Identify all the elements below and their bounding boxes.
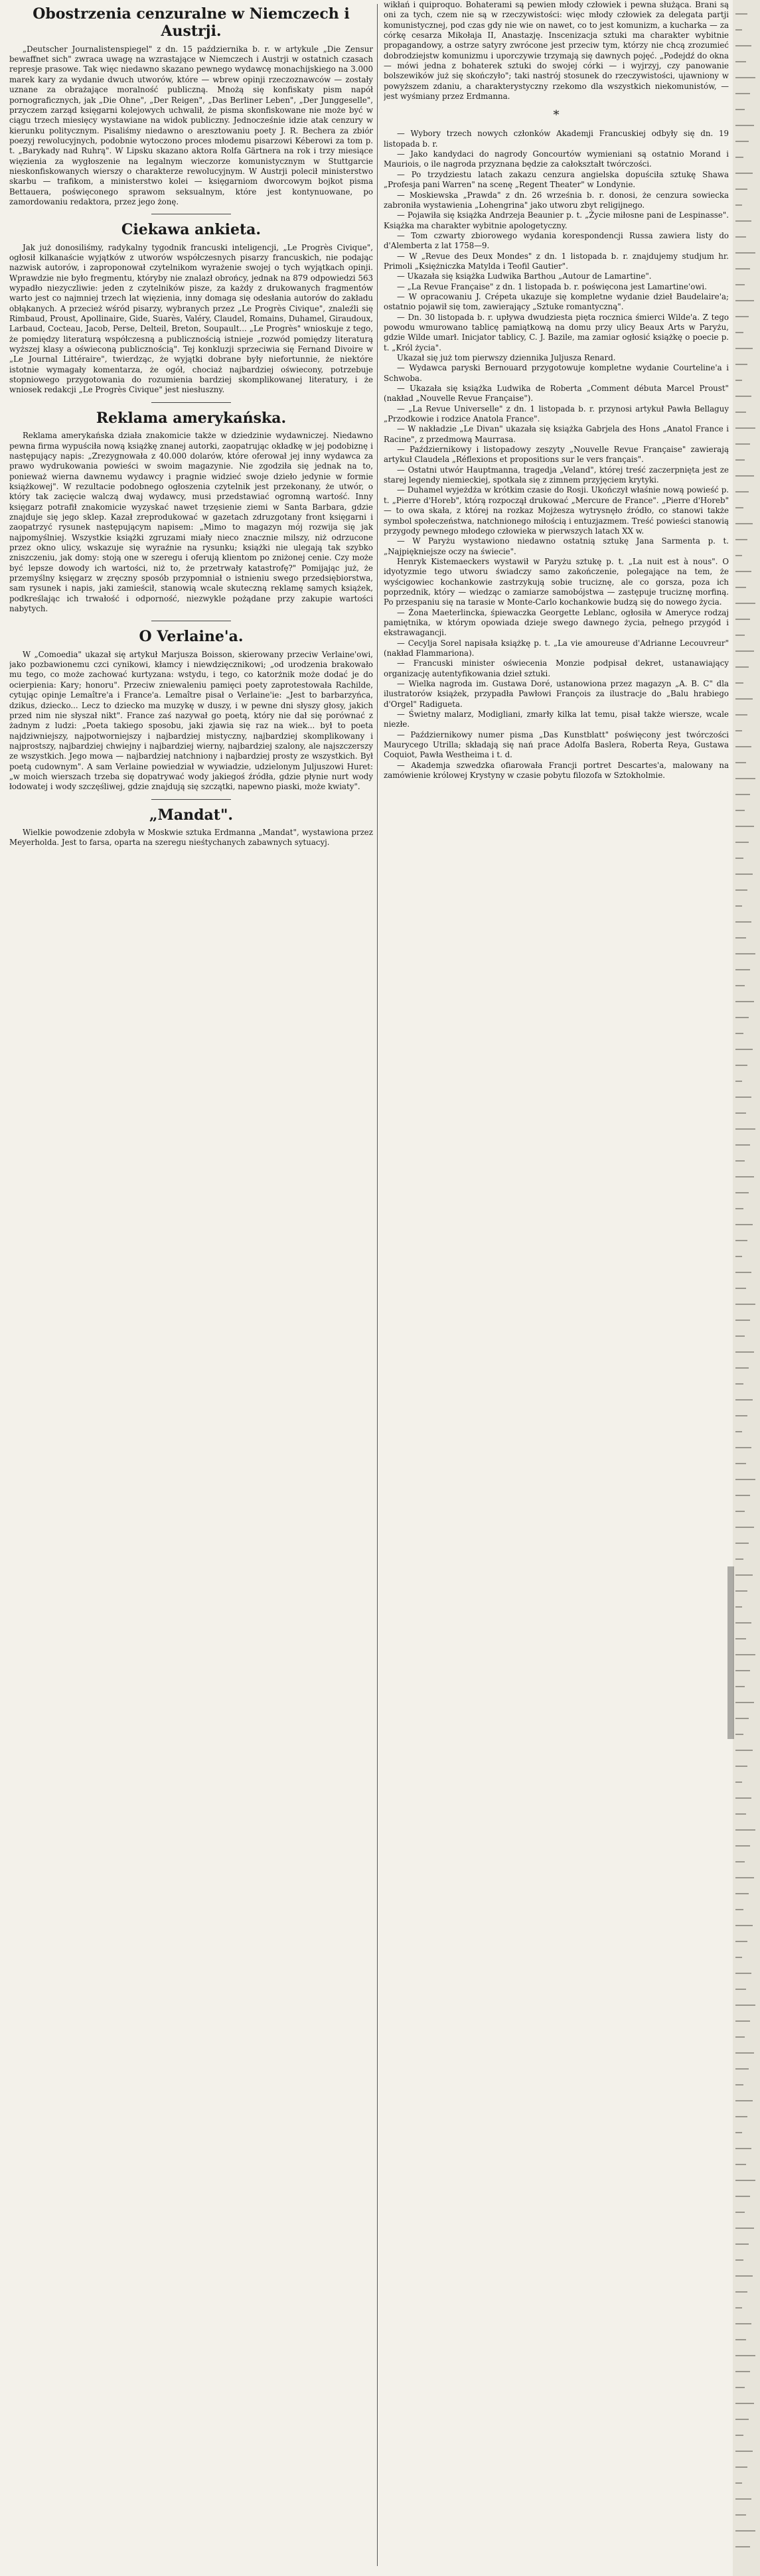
edge-text-line bbox=[735, 1957, 742, 1958]
edge-text-line bbox=[735, 1128, 755, 1130]
edge-text-line bbox=[735, 332, 743, 333]
article-mandat bbox=[9, 799, 373, 848]
article-o-verlaine-a bbox=[9, 621, 373, 792]
edge-text-line bbox=[735, 2482, 742, 2484]
edge-text-line bbox=[735, 1622, 751, 1624]
edge-text-line bbox=[735, 2084, 743, 2085]
edge-text-line bbox=[735, 1797, 751, 1799]
edge-text-line bbox=[735, 29, 742, 31]
edge-text-line bbox=[735, 412, 746, 413]
edge-text-line bbox=[735, 2451, 753, 2452]
edge-text-line bbox=[735, 1750, 753, 1751]
edge-text-line bbox=[735, 1001, 754, 1002]
article-paragraph: — Październikowy numer pisma „Das Kunstblatt" poświęcony jest twórczości Maurycego Utrilla; składają się nań prace Adolfa Baslera, Roberta Reya, Gustawa Coquiot, Pawła Westheima i t. d. bbox=[384, 729, 729, 760]
edge-text-line bbox=[735, 443, 750, 445]
edge-text-line bbox=[735, 427, 755, 429]
article-paragraph: „Deutscher Journalistenspiegel" z dn. 15 października b. r. w artykule „Die Zensur bewaffnet sich" zwraca uwagę na wzrastające w Niemczech i Austrji w ostatnich czasach represje prasowe. Tak więc niedawno skazano pewnego wydawcę monachijskiego na 3.000 marek kary za wydanie dwuch utworów, które — wbrew opinji rzeczoznawców — zostały uznane za obrażające moralność publiczną. Mnożą się konfiskaty pism napół pornograficznych, jak „Die Ohne", „Der Reigen", „Das Berliner Leben", „Der Junggeselle", przyczem zarząd księgarni kolejowych uchwalił, że pisma skonfiskowane nie może być w ciągu trzech miesięcy wystawiane na widok publiczny. Jednocześnie idzie atak cenzury w kierunku politycznym. Pisaliśmy niedawno o aresztowaniu poety J. R. Bechera za zbiór poezyj rewolucyjnych, podobnie wytoczono proces młodemu pisarzowi Kéberowi za tom p. t. „Barykady nad Ruhrą". W Lipsku skazano aktora Rolfa Gärtnera na rok i trzy miesiące więzienia za wygłoszenie na legalnym wieczorze komunistycznym w Stuttgarcie nieskonfiskowanych wierszy o charakterze rewolucyjnym. W Austrji polecił ministerstwo skarbu — trafikom, a ministerstwo kolei — księgarniom dworcowym bojkot pisma Bettauera, poświęconego sprawom seksualnym, które jest kontynuowane, po zamordowaniu redaktora, przez jego żonę. bbox=[9, 44, 373, 206]
edge-text-line bbox=[735, 2164, 746, 2165]
edge-text-line bbox=[735, 937, 746, 939]
edge-text-line bbox=[735, 1495, 750, 1496]
edge-text-line bbox=[735, 523, 753, 524]
edge-text-line bbox=[735, 2132, 742, 2133]
edge-text-line bbox=[735, 858, 743, 859]
edge-text-line bbox=[735, 571, 751, 572]
edge-text-line bbox=[735, 157, 743, 158]
edge-text-line bbox=[735, 507, 743, 508]
edge-text-line bbox=[735, 2466, 747, 2468]
edge-text-line bbox=[735, 1813, 746, 1815]
edge-text-line bbox=[735, 1479, 755, 1480]
edge-text-line bbox=[735, 2005, 755, 2006]
edge-text-line bbox=[735, 778, 755, 779]
article-paragraph: Jak już donosiliśmy, radykalny tygodnik francuski inteligencji, „Le Progrès Civique", ogłosił kilkanaście wyjątków z utworów współczesnych pisarzy francuskich, nie podając nazwisk autorów, i zaproponował czytelnikom wyrażenie swojej o tych wyjątkach opinji. Wprawdzie nie było fregmentu, któryby nie znalazł obrońcy, jednak na 879 odpowiedzi 563 wypadło niezyczliwie: jeden z czytelników pisze, za każdy z drukowanych fragmentów warto jest co najmniej trzech lat więzienia, inny domaga się odesłania autorów do zakładu obłąkanych. A przecież wśród pisarzy, wybranych przez „Le Progrès Civique", znaleźli się Rimbaud, Proust, Apollinaire, Gide, Suarès, Valéry, Claudel, Romains, Duhamel, Giraudoux, Larbaud, Cocteau, Jacob, Perse, Delteil, Breton, Soupault... „Le Progrès" wnioskuje z tego, że pomiędzy literaturą współczesną a publicznością istnieje „rozwód pomiędzy literaturą wyższej klasy a oświeconą publicznością". Tej konkluzji sprzeciwia się Fernand Divoire w „Le Journal Littéraire", twierdząc, że wyjątki dobrane były niefortunnie, że niektóre istotnie wymagały komentarza, że ogół, chociaż najbardziej oświecony, potrzebuje stopniowego przygotowania do rozumienia bardziej skomplikowanej literatury, i że wniosek redakcji „Le Progrès Civique" jest niesłuszny. bbox=[9, 242, 373, 395]
edge-text-line bbox=[735, 77, 755, 78]
edge-text-line bbox=[735, 1431, 742, 1432]
edge-text-line bbox=[735, 2498, 751, 2500]
edge-text-line bbox=[735, 953, 755, 954]
edge-text-line bbox=[735, 1192, 749, 1193]
section-star-separator: * bbox=[553, 108, 560, 123]
edge-text-line bbox=[735, 268, 750, 269]
edge-text-line bbox=[735, 794, 750, 795]
edge-text-line bbox=[735, 2419, 749, 2420]
edge-text-line bbox=[735, 1734, 743, 1735]
article-paragraph: — Ukazała się książka Ludwika de Roberta „Comment débuta Marcel Proust" (nakład „Nouvelle Revue Française"). bbox=[384, 384, 729, 404]
edge-text-line bbox=[735, 2339, 746, 2340]
edge-text-line bbox=[735, 2435, 743, 2436]
adjacent-page-edge bbox=[733, 0, 760, 2576]
edge-text-line bbox=[735, 364, 747, 365]
edge-text-line bbox=[735, 1240, 747, 1241]
edge-text-line bbox=[735, 2355, 755, 2356]
edge-text-line bbox=[735, 539, 747, 540]
edge-text-line bbox=[735, 109, 745, 110]
edge-text-line bbox=[735, 1049, 753, 1050]
article-paragraph: — Świetny malarz, Modigliani, zmarły kilka lat temu, pisał także wiersze, wcale niezłe. bbox=[384, 710, 729, 729]
article-paragraph: — Ukazała się książka Ludwika Barthou „Autour de Lamartine". bbox=[397, 271, 652, 281]
edge-text-line bbox=[735, 2228, 754, 2229]
article-paragraph: — Po trzydziestu latach zakazu cenzura angielska dopuściła sztukę Shawa „Profesja pani Warren" na scenę „Regent Theater" w Londynie. bbox=[384, 169, 729, 190]
edge-text-line bbox=[735, 491, 749, 492]
edge-text-line bbox=[735, 1590, 747, 1592]
edge-text-line bbox=[735, 873, 753, 875]
edge-text-line bbox=[735, 2068, 749, 2070]
edge-text-line bbox=[735, 2020, 750, 2022]
edge-text-line bbox=[735, 1224, 753, 1225]
edge-text-line bbox=[735, 1399, 753, 1401]
edge-text-line bbox=[735, 1415, 747, 1416]
edge-text-line bbox=[735, 666, 749, 668]
edge-text-line bbox=[735, 2514, 746, 2516]
edge-text-line bbox=[735, 1877, 754, 1878]
article-paragraph: — „La Revue Française" z dn. 1 listopada b. r. poświęcona jest Lamartine'owi. bbox=[397, 281, 707, 291]
edge-text-line bbox=[735, 348, 753, 349]
edge-text-line bbox=[735, 1208, 743, 1209]
article-divider bbox=[151, 799, 231, 800]
edge-text-line bbox=[735, 204, 742, 206]
edge-text-line bbox=[735, 300, 754, 301]
edge-text-line bbox=[735, 1256, 742, 1257]
edge-text-line bbox=[735, 380, 742, 381]
edge-text-line bbox=[735, 2243, 749, 2245]
edge-text-line bbox=[735, 45, 751, 46]
edge-text-line bbox=[735, 2196, 750, 2197]
edge-text-line bbox=[735, 2371, 750, 2372]
article-paragraph: — Cecylja Sorel napisała książkę p. t. „La vie amoureuse d'Adrianne Lecouvreur" (nakład Flammariona). bbox=[384, 638, 729, 658]
edge-text-line bbox=[735, 459, 745, 461]
edge-text-line bbox=[735, 810, 745, 811]
edge-text-line bbox=[735, 1638, 746, 1639]
edge-text-line bbox=[735, 889, 747, 891]
edge-text-line bbox=[735, 1941, 747, 1942]
article-paragraph: — W „Revue des Deux Mondes" z dn. 1 listopada b. r. znajdujemy studjum hr. Primoli „Księżniczka Matylda i Teofil Gautier". bbox=[384, 251, 729, 271]
right-column bbox=[384, 0, 729, 2576]
edge-text-line bbox=[735, 284, 745, 285]
article-paragraph: — Francuski minister oświecenia Monzie podpisał dekret, ustanawiający organizację autentyfikowania dzieł sztuki. bbox=[384, 658, 729, 678]
edge-text-line bbox=[735, 252, 755, 254]
article-paragraph: — Październikowy i listopadowy zeszyty „Nouvelle Revue Française" zawierają artykuł Claudela „Réflexions et propositions sur le vers français". bbox=[384, 445, 729, 465]
edge-text-line bbox=[735, 2180, 755, 2181]
edge-text-line bbox=[735, 905, 742, 907]
edge-text-line bbox=[735, 2387, 745, 2388]
edge-text-line bbox=[735, 1654, 755, 1655]
edge-text-line bbox=[735, 1288, 746, 1289]
edge-text-line bbox=[735, 698, 753, 700]
article-paragraph: W „Comoedia" ukazał się artykuł Marjusza Boisson, skierowany przeciw Verlaine'owi, jako pozbawionemu czci cynikowi, kłamcy i niewdzięcznikowi; „od urodzenia brakowało mu tego, co może zachować kurtyzana: wstydu, i tego, co katorżnik może dodać je do ocierpienia: Kary; honoru". Przeciw zniewaleniu pamięci poety zaprotestowała Rachilde, cytując opinje Lemaître'a i France'a. Lemaître pisał o Verlaine'ie: „Jest to barbarzyńca, dzikus, dziecko... Lecz to dziecko ma muzykę w duszy, i w pewne dni słyszy głosy, jakich przed nim nie słyszał nikt". France zaś nazywał go poetą, który nie dał się porównać z żadnym z ludzi: „Poeta takiego sposobu, jaki zjawia się raz na wiek... był to poeta najdziwniejszy, najpotworniejszy i najbardziej mistyczny, najbardziej skomplikowany i najprostszy, najbardziej chwiejny i najbardziej wierny, najbardziej szalony, ale najszczerszy ze wszystkich. Jego mowa — najbardziej natchniony i najbardziej prosty ze wszystkich. Był poetą cudownym". A sam Verlaine powiedział w wywiadzie, udzielonym Juljuszowi Huret: „w moich wierszach trzeba się dopatrywać wody jakiegoś źródła, gdzie płynie nurt wody łodowatej i wody szczęśliwej, gdzie znajdują się szczątki, napewno piaski, może kwiaty". bbox=[9, 649, 373, 792]
article-paragraph: — Tom czwarty zbiorowego wydania korespondencji Russa zawiera listy do d'Alemberta z lat 1758—9. bbox=[384, 230, 729, 251]
edge-text-line bbox=[735, 2530, 755, 2532]
article-paragraph: — Żona Maeterlincka, śpiewaczka Georgette Leblanc, ogłosiła w Ameryce rodzaj pamiętnika, w którym opowiada dzieje swego dawnego życia, pełnego przygód i ekstrawagancji. bbox=[384, 607, 729, 638]
edge-text-line bbox=[735, 61, 746, 62]
article-paragraph: Henryk Kistemaeckers wystawił w Paryżu sztukę p. t. „La nuit est à nous". O idyotyzmie tego utworu świadczy samo zakończenie, polegające na tem, że wyścigowiec kochankowie zastrzykują sobie truciznę, ale co gorsza, poza ich poprzednik, który — wiedząc o zamiarze samobójstwa — zastępuje truciznę morfiną. Po przespaniu się na tarasie w Monte-Carlo kochankowie budzą się do nowego życia. bbox=[384, 556, 729, 607]
edge-text-line bbox=[735, 1065, 747, 1066]
edge-text-line bbox=[735, 1144, 750, 1146]
edge-text-line bbox=[735, 1766, 747, 1767]
article-paragraph: — W nakładzie „Le Divan" ukazała się książka Gabrjela des Hons „Anatol France i Racine", z przedmową Maurrasa. bbox=[384, 424, 729, 444]
edge-text-line bbox=[735, 189, 747, 190]
article-reklama-amerykanska bbox=[9, 402, 373, 615]
edge-text-line bbox=[735, 1383, 743, 1385]
edge-text-line bbox=[735, 1845, 750, 1847]
edge-text-line bbox=[735, 1989, 746, 1990]
edge-text-line bbox=[735, 826, 754, 827]
edge-text-line bbox=[735, 1670, 750, 1671]
edge-text-line bbox=[735, 316, 749, 317]
article-paragraph: Reklama amerykańska działa znakomicie także w dziedzinie wydawniczej. Niedawno pewna firma wypuściła nową książkę znanej autorki, zaopatrując okładkę w jej podobiznę i następujący napis: „Zrezygnowała z 40.000 dolarów, które oferował jej inny wydawca za prawo wydrukowania powieści w swoim magazynie. Nie zgodziła się jednak na to, ponieważ wierna dawnemu wydawcy i pragnie widzieć swoje dzieło jedynie w formie książkowej". W rezultacie podobnego ogłoszenia czytelnik jest przekonany, że utwór, o który tak zacięcie walczą dwaj wydawcy, musi przedstawiać ogromną wartość. Inny księgarz potrafił znakomicie wyzyskać nawet trzęsienie ziemi w Santa Barbara, gdzie znajduje się jego sklep. Kazał zreprodukować w gazetach zdruzgotany front księgarni i zaopatrzyć rysunek następującym napisem: „Mimo to magazyn mój rozwija się jak najpomyślniej. Wszystkie książki zgruzami miały nieco znacznie milszy, niż odrzucone przez okno ulicy, wskazuje się wyraźnie na rysunku; książki nie ulegają tak szybko zniszczeniu, jak domy: stoją one w szeregu i oferują klientom po zniżonej cenie. Czy może być lepsze dowody ich wartości, niż to, że przetrwały katastrofę?" Pomijając już, że przemyślny księgarz w zręczny sposób przypomniał o istnieniu swego przedsiębiorstwa, sam rysunek i napis, jaki zamieścił, stanowią wcale skuteczną reklamę samych książek, podkreślając ich trwałość i odporność, niezwykle pożądane przy zakupie wartości nabytych. bbox=[9, 431, 373, 614]
article-headline: Ciekawa ankieta. bbox=[121, 221, 262, 239]
ink-smudge bbox=[727, 1566, 734, 1739]
edge-text-line bbox=[735, 13, 747, 15]
edge-text-line bbox=[735, 555, 742, 556]
article-paragraph: — W opracowaniu J. Crépeta ukazuje się kompletne wydanie dzieł Baudelaire'a; ostatnio pojawił się tom, zawierający „Sztuke romantyczną". bbox=[384, 291, 729, 312]
article-paragraph: Wielkie powodzenie zdobyła w Moskwie sztuka Erdmanna „Mandat", wystawiona przez Meyerholda. Jest to farsa, oparta na szeregu nieśtychanych zabawnych sytuacyj. bbox=[9, 828, 373, 848]
edge-text-line bbox=[735, 1925, 753, 1926]
edge-text-line bbox=[735, 619, 750, 620]
article-paragraph: — Ostatni utwór Hauptmanna, tragedja „Veland", której treść zaczerpnięta jest ze starej legendy niemieckiej, spotkała się z zimnem przyjęciem krytyki. bbox=[384, 465, 729, 485]
edge-text-line bbox=[735, 603, 755, 604]
edge-text-line bbox=[735, 1272, 751, 1273]
edge-text-line bbox=[735, 587, 746, 588]
edge-text-line bbox=[735, 1447, 751, 1448]
edge-text-line bbox=[735, 2307, 742, 2309]
edge-text-line bbox=[735, 1686, 745, 1687]
article-paragraph: — Dn. 30 listopada b. r. upływa dwudziesta pięta rocznica śmierci Wilde'a. Z tego powodu wmurowano tablicę pamiątkową na domu przy ulicy Beaux Arts w Paryżu, gdzie Wilde umarł. Inicjator tablicy, C. J. Bazile, ma zamiar ogłosić książkę o poecie p. t. „Król życia". bbox=[384, 312, 729, 352]
article-paragraph: wikłań i quiproquo. Bohaterami są pewien młody człowiek i pewna służąca. Brani są oni za tych, czem nie są w rzeczywistości: więc młody człowiek za delegata partji komunistycznej, pod czas gdy nie wie on nawet, co to jest komunizm, a kucharka — za córkę cesarza Mikołaja II, Anastazję. Inscenizacja sztuki ma charakter wybitnie propagandowy, a ostrze satyry zwrócone jest przeciw tym, którzy nie chcą zrozumieć dobrodziejstw komunizmu i uporczywie trzymają się dawnych pojęć. „Podejdź do okna — mówi jedna z bohaterek sztuki do swojej córki — i wyjrzyj, czy panowanie bolszewików już się skończyło"; taki nastrój stosunek do rzeczywistości, ujawniony w powyższem zdaniu, a charakterystyczny rzekomo dla wszystkich niekomunistów, — jest wyśmiany przez Erdmanna. bbox=[384, 0, 729, 102]
edge-text-line bbox=[735, 2036, 745, 2038]
edge-text-line bbox=[735, 2291, 747, 2293]
article-paragraph: — Wydawca paryski Bernouard przygotowuje kompletne wydanie Courteline'a i Schwoba. bbox=[384, 363, 729, 383]
edge-text-line bbox=[735, 2275, 753, 2277]
edge-text-line bbox=[735, 1973, 751, 1974]
edge-text-line bbox=[735, 1527, 754, 1528]
article-headline: O Verlaine'a. bbox=[139, 628, 244, 646]
edge-text-line bbox=[735, 1081, 742, 1082]
edge-text-line bbox=[735, 969, 750, 970]
edge-text-line bbox=[735, 475, 754, 477]
edge-text-line bbox=[735, 842, 749, 843]
edge-text-line bbox=[735, 1320, 750, 1321]
edge-text-line bbox=[735, 1781, 742, 1783]
edge-text-line bbox=[735, 1702, 754, 1703]
article-paragraph: — Wielka nagroda im. Gustawa Doré, ustanowiona przez magazyn „A. B. C" dla ilustratorów książek, przypadła Pawłowi François za ilustracje do „Balu hrabiego d'Orgel" Radigueta. bbox=[384, 679, 729, 709]
edge-text-line bbox=[735, 2546, 750, 2547]
article-paragraph: — W Paryżu wystawiono niedawno ostatnią sztukę Jana Sarmenta p. t. „Najpiękniejsze oczy na świecie". bbox=[384, 536, 729, 556]
edge-text-line bbox=[735, 985, 745, 986]
edge-text-line bbox=[735, 2148, 751, 2149]
article-paragraph: Ukazał się już tom pierwszy dziennika Juljusza Renard. bbox=[397, 353, 616, 362]
edge-text-line bbox=[735, 2403, 754, 2404]
edge-text-line bbox=[735, 1893, 749, 1894]
edge-text-line bbox=[735, 1574, 753, 1576]
edge-text-line bbox=[735, 714, 747, 716]
article-paragraph: — Akademja szwedzka ofiarowała Francji portret Descartes'a, malowany na zamówienie królowej Krystyny w czasie pobytu filozofa w Sztokholmie. bbox=[384, 760, 729, 781]
article-paragraph: — Pojawiła się książka Andrzeja Beaunier p. t. „Życie miłosne pani de Lespinasse". Książka ma charakter wybitnie apologetyczny. bbox=[384, 210, 729, 230]
article-continued bbox=[384, 0, 729, 102]
edge-text-line bbox=[735, 2052, 754, 2054]
edge-text-line bbox=[735, 1606, 742, 1608]
edge-text-line bbox=[735, 1861, 745, 1862]
edge-text-line bbox=[735, 1335, 745, 1337]
edge-text-line bbox=[735, 1176, 754, 1177]
edge-text-line bbox=[735, 762, 746, 763]
edge-text-line bbox=[735, 2259, 743, 2261]
edge-text-line bbox=[735, 746, 751, 747]
edge-text-line bbox=[735, 1033, 743, 1034]
edge-text-line bbox=[735, 921, 751, 923]
edge-text-line bbox=[735, 125, 754, 126]
article-headline: Obostrzenia cenzuralne w Niemczech i Austrji. bbox=[33, 5, 350, 40]
edge-text-line bbox=[735, 2323, 751, 2324]
edge-text-line bbox=[735, 1543, 749, 1544]
edge-text-line bbox=[735, 1909, 743, 1910]
edge-text-line bbox=[735, 1718, 749, 1719]
article-headline: „Mandat". bbox=[149, 806, 234, 824]
article-paragraph: — „La Revue Universelle" z dn. 1 listopada b. r. przynosi artykuł Pawła Bellaguy „Przodkowie i rodzice Anatola France". bbox=[384, 404, 729, 424]
edge-text-line bbox=[735, 1558, 743, 1560]
article-obostrzenia-cenzuralne-w-niemczech-i-aus bbox=[9, 5, 373, 207]
edge-text-line bbox=[735, 1160, 745, 1162]
article-ciekawa-ankieta bbox=[9, 214, 373, 396]
edge-text-line bbox=[735, 220, 751, 222]
edge-text-line bbox=[735, 1304, 755, 1305]
column-divider bbox=[377, 4, 378, 2566]
edge-text-line bbox=[735, 730, 742, 731]
left-column bbox=[9, 0, 373, 2576]
article-divider bbox=[151, 402, 231, 403]
edge-text-line bbox=[735, 93, 750, 94]
edge-text-line bbox=[735, 1367, 749, 1369]
edge-text-line bbox=[735, 2100, 753, 2101]
edge-text-line bbox=[735, 236, 746, 238]
edge-text-line bbox=[735, 173, 753, 174]
edge-text-line bbox=[735, 1097, 751, 1098]
edge-text-line bbox=[735, 1017, 749, 1018]
edge-text-line bbox=[735, 1351, 754, 1353]
edge-text-line bbox=[735, 682, 743, 684]
article-paragraph: — Duhamel wyjeżdża w krótkim czasie do Rosji. Ukończył właśnie nową powieść p. t. „Pierre d'Horeb", którą rozpoczął drukować „Mercure de France". „Pierre d'Horeb" — to owa skała, z której na rozkaz Mojżesza wytrysnęło źródło, co stanowi także symbol społeczeństwa, natchnionego miłością i entuzjazmem. Treść powieści stanowią przygody pewnego młodego człowieka w pierwszych latach XX w. bbox=[384, 485, 729, 536]
edge-text-line bbox=[735, 1829, 755, 1831]
article-paragraph: — Jako kandydaci do nagrody Goncourtów wymieniani są ostatnio Morand i Mauriois, o ile nagroda przyznana będzie za całokształt twórczości. bbox=[384, 149, 729, 169]
article-continued bbox=[384, 108, 729, 781]
edge-text-line bbox=[735, 1463, 746, 1464]
article-paragraph: — Moskiewska „Prawda" z dn. 26 września b. r. donosi, że cenzura sowiecka zabroniła wystawienia „Lohengrina" jako utworu zbyt religijnego. bbox=[384, 190, 729, 210]
edge-text-line bbox=[735, 396, 751, 397]
edge-text-line bbox=[735, 650, 754, 652]
article-headline: Reklama amerykańska. bbox=[96, 409, 287, 427]
edge-text-line bbox=[735, 2212, 745, 2213]
edge-text-line bbox=[735, 141, 749, 142]
article-paragraph: — Wybory trzech nowych członków Akademji Francuskiej odbyły się dn. 19 listopada b. r. bbox=[384, 129, 729, 149]
edge-text-line bbox=[735, 635, 745, 636]
edge-text-line bbox=[735, 2116, 747, 2117]
edge-text-line bbox=[735, 1112, 746, 1114]
edge-text-line bbox=[735, 1511, 745, 1512]
